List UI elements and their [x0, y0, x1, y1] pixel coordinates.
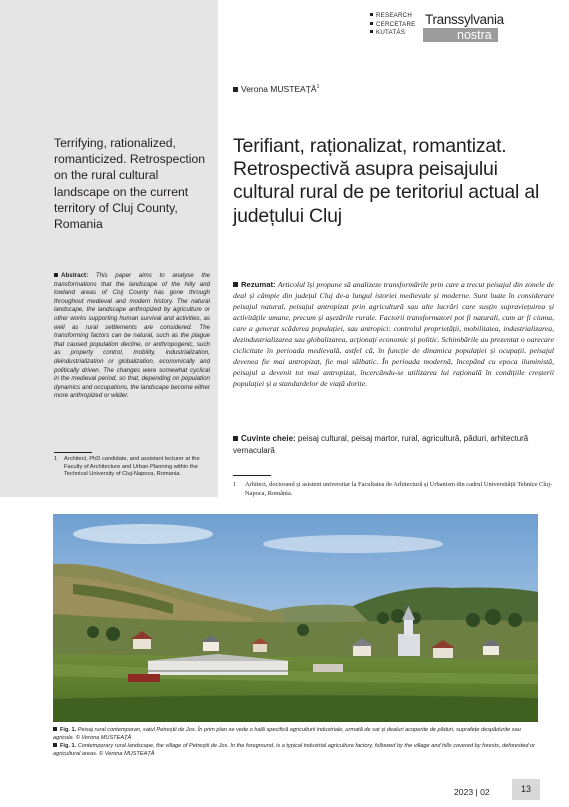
landscape-photo-illustration: [53, 514, 538, 722]
figure-caption-romanian-text: Peisaj rural contemporan, satul Petreștii de Jos. În prim plan se vede o hală specifică agriculturii industriale, urmată de sat și dealuri acoperite de păduri, suprafețe despădurite sau agricole. © Verona MUSTEAȚĂ: [53, 727, 521, 741]
bullet-square-icon: [233, 282, 238, 287]
title-romanian: Terifiant, raționalizat, romantizat. Retrospectivă asupra peisajului cultural rural de pe teritoriul actual al județului Cluj: [233, 135, 540, 227]
footnote-romanian-text: Arhitect, doctorand și asistent universitar la Facultatea de Arhitectură și Urbanism din cadrul Universității Tehnice Cluj-Napoca, România.: [245, 481, 553, 497]
keywords-label: Cuvinte cheie:: [241, 434, 296, 443]
bullet-square-icon: [370, 22, 373, 25]
figure-caption-romanian: [53, 727, 543, 742]
keywords: [233, 433, 554, 456]
abstract-english: [54, 272, 210, 401]
title-english: Terrifying, rationalized, romanticized. Retrospection on the rural cultural landscape on the current territory of Cluj County, Romania: [54, 136, 206, 232]
figure-caption-english-label: Fig. 1.: [60, 743, 77, 749]
footnote-romanian: [233, 481, 554, 498]
author-line: [233, 84, 319, 94]
author-footnote-marker: 1: [316, 84, 320, 91]
bullet-square-icon: [54, 273, 58, 277]
landscape-photo: [53, 514, 538, 722]
logo-line-1: Transsylvania: [425, 12, 504, 27]
footnote-english-number: 1: [54, 456, 58, 462]
footnote-english-text: Architect, PhD candidate, and assistant lecturer at the Faculty of Architecture and Urban Planning within the Technical University of Cluj-Napoca, Romania.: [64, 456, 200, 478]
section-label-cercetare: CERCETARE: [370, 21, 416, 30]
footnote-english: [54, 456, 210, 479]
bullet-square-icon: [233, 87, 238, 92]
bullet-square-icon: [370, 13, 373, 16]
footnote-rule-right: [233, 475, 271, 476]
sidebar-background: [0, 0, 218, 497]
keywords-text: peisaj cultural, peisaj martor, rural, agricultură, păduri, arhitectură vernaculară: [233, 434, 529, 455]
abstract-romanian-text: Articolul își propune să analizeze transformările prin care a trecut peisajul din zonele de deal și câmpie din județul Cluj de-a lungul istoriei medievale și moderne. Sunt luate în considerare peisajul natural, peisajul antropizat prin agricultură sau alte lucrări care susțin supraviețuirea și activitățile umane, precum și așezările rurale. Factorii transformatori pot fi naturali, cum ar fi ciuma, care a generat scăderea populației, sau antropici: controlul proprietății, mobilitatea, industrializarea, dezindustrializarea sau globalizarea, acționați economic și politic. Schimbările au prezentat o oarecare ciclicitate în perioada medievală, astfel că, în funcție de dinamica populației și ocupații, peisajul devenea fie mai antropizat, fie mai sălbatic. În perioada modernă, începând cu epoca iluministă, peisajul a devenit tot mai antropizat, încercându-se utilizarea lui rațională în condițiile creșterii populației și a standardelor de viață dorite.: [233, 280, 555, 389]
bullet-square-icon: [370, 30, 373, 33]
figure-caption-english: [53, 743, 543, 758]
author-name: Verona MUSTEAȚĂ: [241, 84, 317, 94]
page-number: 13: [512, 779, 540, 800]
logo-line-2: nostra: [423, 28, 498, 42]
figure-caption-romanian-label: Fig. 1.: [60, 727, 77, 733]
abstract-english-label: Abstract:: [61, 272, 89, 279]
abstract-romanian: [233, 279, 554, 389]
footnote-romanian-number: 1: [233, 481, 237, 488]
section-label-research: RESEARCH: [370, 12, 416, 21]
section-label-kutatas: KUTATÁS: [370, 29, 416, 38]
section-labels: [370, 12, 416, 38]
bullet-square-icon: [53, 727, 57, 731]
issue-number: 2023 | 02: [454, 787, 490, 797]
journal-logo: [423, 9, 541, 42]
bullet-square-icon: [53, 743, 57, 747]
bullet-square-icon: [233, 436, 238, 441]
figure-caption-english-text: Contemporary rural landscape, the village of Petreștii de Jos. In the foreground, is a typical industrial agriculture factory, followed by the village and hills covered by forests, deforested or agricultural areas. © Verona MUSTEAȚĂ: [53, 743, 536, 757]
abstract-english-text: This paper aims to analyse the transformations that the landscape of the hilly and lowland areas of Cluj County has gone through throughout medieval and modern history. The natural landscape, the landscape anthropized by agriculture or other works supporting human survival and activities, as well as rural settlements are considered. The transforming factors can be natural, such as the plague that caused population decline, or anthropogenic, such as property control, mobility, industrialization, deindustrialization or globalization, economically and politically driven. The changes were somewhat cyclical in the medieval period, so that, depending on population dynamics and occupations, the landscape become either more anthropized or wilder.: [54, 272, 210, 400]
footnote-rule-left: [54, 452, 92, 453]
abstract-romanian-label: Rezumat:: [241, 280, 276, 289]
